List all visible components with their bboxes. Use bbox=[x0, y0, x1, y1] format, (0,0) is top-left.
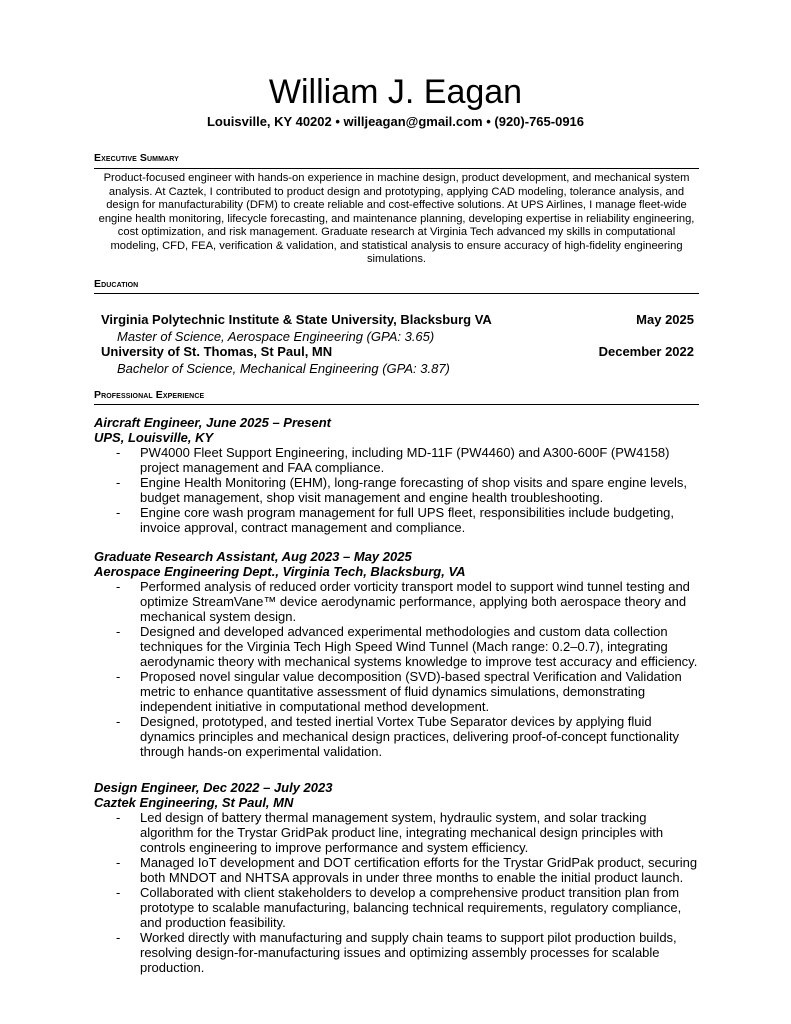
bullet-item: - Managed IoT development and DOT certification efforts for the Trystar GridPak product, securing both MNDOT and NHTSA approvals in under three months to enable the initial product launch. bbox=[116, 855, 698, 885]
bullet-item: - Performed analysis of reduced order vorticity transport model to support wind tunnel testing and optimize StreamVane™ device aerodynamic performance, applying both aerospace theory and mechanical system design. bbox=[116, 579, 690, 624]
job-bullets bbox=[94, 445, 699, 535]
job-bullets bbox=[94, 810, 699, 975]
bullet-item: - Designed, prototyped, and tested inertial Vortex Tube Separator devices by applying fluid dynamics principles and mechanical design practices, delivering proof-of-concept functionality through hands-on experimental validation. bbox=[116, 714, 680, 759]
education-entry bbox=[101, 343, 694, 360]
bullet-item: - Collaborated with client stakeholders to develop a comprehensive product transition plan from prototype to scalable manufacturing, balancing technical requirements, regulatory compliance, and production feasibility. bbox=[116, 885, 682, 930]
job-title: Graduate Research Assistant, Aug 2023 – May 2025 bbox=[94, 549, 412, 564]
bullet-item: - Designed and developed advanced experimental methodologies and custom data collection techniques for the Virginia Tech High Speed Wind Tunnel (Mach range: 0.2–0.7), integrating aerodynamic theory with mechanical systems knowledge to improve test accuracy and efficiency. bbox=[116, 624, 698, 669]
bullet-item: - PW4000 Fleet Support Engineering, including MD-11F (PW4460) and A300-600F (PW4158) project management and FAA compliance. bbox=[116, 445, 670, 475]
school-name: Virginia Polytechnic Institute & State University, Blacksburg VA bbox=[101, 312, 492, 327]
job-organization: Aerospace Engineering Dept., Virginia Tech, Blacksburg, VA bbox=[94, 564, 466, 579]
education-divider bbox=[94, 293, 699, 294]
bullet-item: - Proposed novel singular value decomposition (SVD)-based spectral Verification and Validation metric to enhance quantitative assessment of fluid dynamics simulations, demonstrating independent initiative in computational method development. bbox=[116, 669, 682, 714]
bullet-item: - Engine core wash program management for full UPS fleet, responsibilities include budgeting, invoice approval, contract management and compliance. bbox=[116, 505, 675, 535]
degree: Master of Science, Aerospace Engineering (GPA: 3.65) bbox=[117, 329, 435, 344]
bullet-item: - Led design of battery thermal management system, hydraulic system, and solar tracking algorithm for the Trystar GridPak product line, integrating mechanical design principles with controls engineering to improve performance and system efficiency. bbox=[116, 810, 664, 855]
summary-divider bbox=[94, 168, 699, 169]
education-date: December 2022 bbox=[598, 344, 694, 359]
job-organization: UPS, Louisville, KY bbox=[94, 430, 214, 445]
contact-line: Louisville, KY 40202 • willjeagan@gmail.com • (920)-765-0916 bbox=[206, 114, 585, 129]
degree: Bachelor of Science, Mechanical Engineering (GPA: 3.87) bbox=[117, 361, 450, 376]
education-heading: Education bbox=[94, 278, 139, 290]
bullet-item: - Engine Health Monitoring (EHM), long-range forecasting of shop visits and spare engine levels, budget management, shop visit management and engine health troubleshooting. bbox=[116, 475, 688, 505]
job-organization: Caztek Engineering, St Paul, MN bbox=[94, 795, 294, 810]
candidate-name: William J. Eagan bbox=[268, 73, 523, 111]
summary-heading: Executive Summary bbox=[94, 152, 179, 164]
education-date: May 2025 bbox=[636, 312, 694, 327]
school-name: University of St. Thomas, St Paul, MN bbox=[101, 344, 333, 359]
summary-text: Product-focused engineer with hands-on experience in machine design, product development, and mechanical system analysis. At Caztek, I contributed to product design and prototyping, applying CAD modeling, tolerance analysis, and design for manufacturability (DFM) to create reliable and cost-effective solutions. At UPS Airlines, I manage fleet-wide engine health monitoring, lifecycle forecasting, and maintenance planning, developing expertise in reliability engineering, cost optimization, and risk management. Graduate research at Virginia Tech advanced my skills in computational modeling, CFD, FEA, verification & validation, and statistical analysis to ensure accuracy of high-fidelity engineering simulations. bbox=[98, 172, 695, 265]
experience-divider bbox=[94, 404, 699, 405]
education-entry bbox=[101, 311, 694, 328]
job-title: Aircraft Engineer, June 2025 – Present bbox=[94, 415, 331, 430]
bullet-item: - Worked directly with manufacturing and supply chain teams to support pilot production builds, resolving design-for-manufacturing issues and optimizing assembly processes for scalable production. bbox=[116, 930, 677, 975]
experience-heading: Professional Experience bbox=[94, 389, 205, 401]
job-bullets bbox=[94, 579, 699, 759]
job-title: Design Engineer, Dec 2022 – July 2023 bbox=[94, 780, 333, 795]
